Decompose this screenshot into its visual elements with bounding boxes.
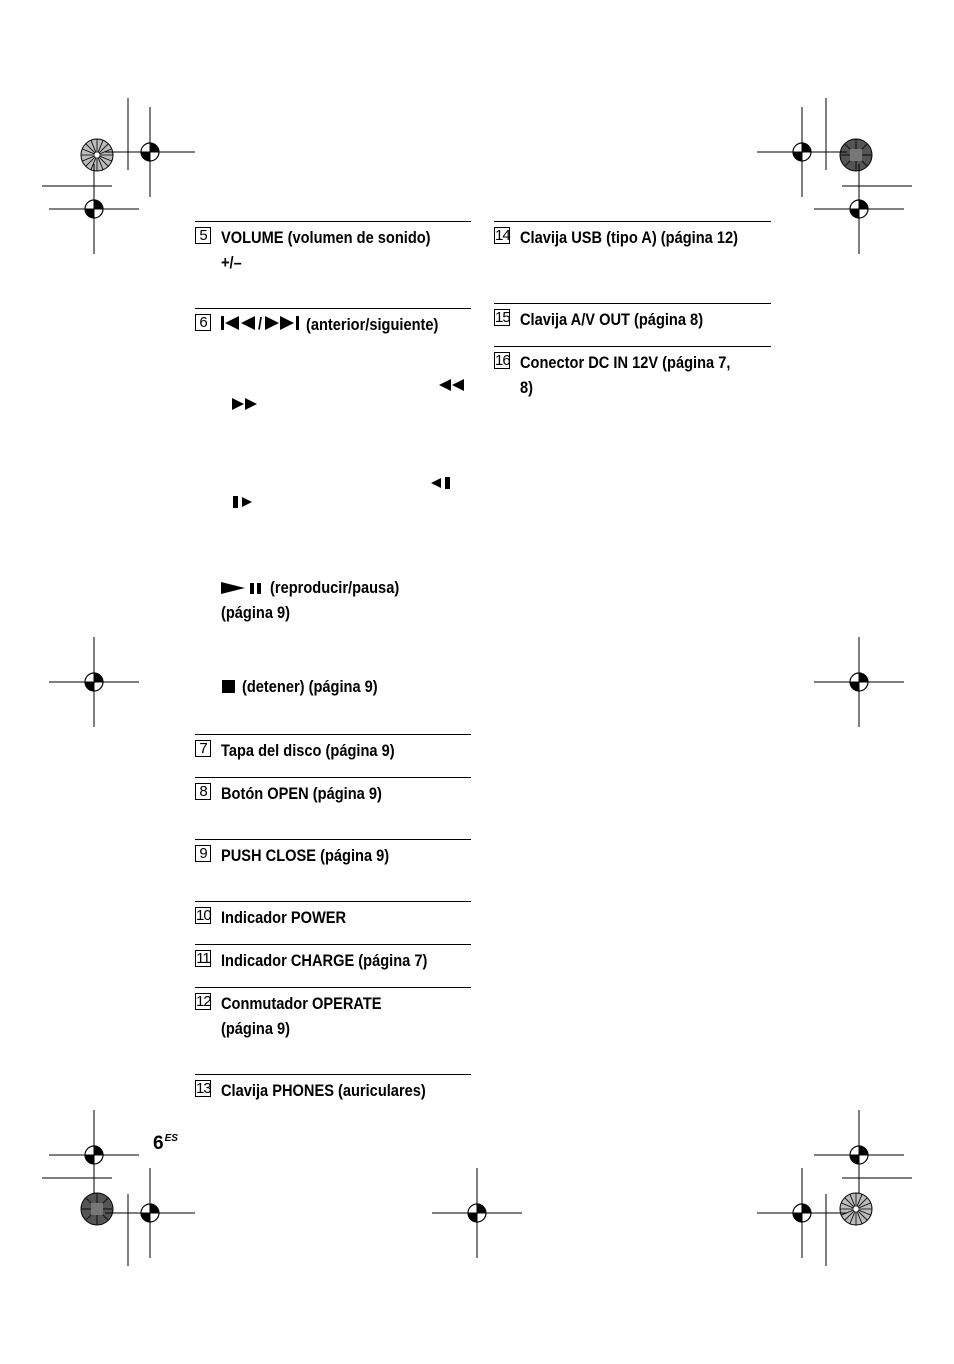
slow-forward-icon xyxy=(233,496,253,508)
entry-number: 11 xyxy=(196,950,210,967)
entry-number: 10 xyxy=(196,907,211,924)
entry-number: 16 xyxy=(495,352,510,369)
entry-label: Clavija A/V OUT (página 8) xyxy=(520,310,704,329)
entry-label: (anterior/siguiente) xyxy=(306,315,439,334)
page-number: $6^{ES}$ xyxy=(153,1133,178,1154)
stop-label: (detener) (página 9) xyxy=(242,677,378,696)
entry-8 xyxy=(195,777,471,817)
play-pause-label: (reproducir/pausa) (página 9) xyxy=(221,578,400,622)
entry-label: VOLUME (volumen de sonido) +/– xyxy=(221,228,431,272)
entry-15 xyxy=(494,303,771,343)
entry-number: 13 xyxy=(196,1080,211,1097)
entry-label: Botón OPEN (página 9) xyxy=(221,784,382,803)
entry-number: 14 xyxy=(495,227,510,244)
entry-number: 7 xyxy=(195,740,211,757)
stop-icon xyxy=(222,680,235,693)
entry-10 xyxy=(195,901,471,941)
entry-13 xyxy=(195,1074,471,1114)
entry-7 xyxy=(195,734,471,774)
entry-16 xyxy=(494,346,771,406)
language-code: ES xyxy=(164,1133,178,1144)
prev-next-separator: / xyxy=(258,314,263,333)
entry-label: PUSH CLOSE (página 9) xyxy=(221,846,390,865)
entry-label: Conmutador OPERATE (página 9) xyxy=(221,994,382,1038)
entry-label: Clavija PHONES (auriculares) xyxy=(221,1081,426,1100)
fast-forward-icon xyxy=(232,398,258,410)
prev-icon xyxy=(221,316,257,330)
entry-label: Conector DC IN 12V (página 7, 8) xyxy=(520,353,731,397)
entry-label: Indicador POWER xyxy=(221,908,347,927)
entry-12 xyxy=(195,987,471,1047)
slow-reverse-icon xyxy=(431,477,451,489)
entry-6 xyxy=(195,308,471,348)
entry-5 xyxy=(195,221,471,281)
entry-label: Indicador CHARGE (página 7) xyxy=(221,951,428,970)
rewind-icon xyxy=(439,379,465,391)
entry-number: 6 xyxy=(195,314,211,331)
entry-number: 5 xyxy=(195,227,211,244)
entry-label: Clavija USB (tipo A) (página 12) xyxy=(520,228,738,247)
entry-14 xyxy=(494,221,771,261)
entry-number: 9 xyxy=(195,845,211,862)
entry-number: 8 xyxy=(195,783,211,800)
entry-9 xyxy=(195,839,471,879)
entry-number: 15 xyxy=(495,309,510,326)
entry-number: 12 xyxy=(196,993,211,1010)
entry-label: Tapa del disco (página 9) xyxy=(221,741,395,760)
next-icon xyxy=(265,316,301,330)
entry-11 xyxy=(195,944,471,984)
